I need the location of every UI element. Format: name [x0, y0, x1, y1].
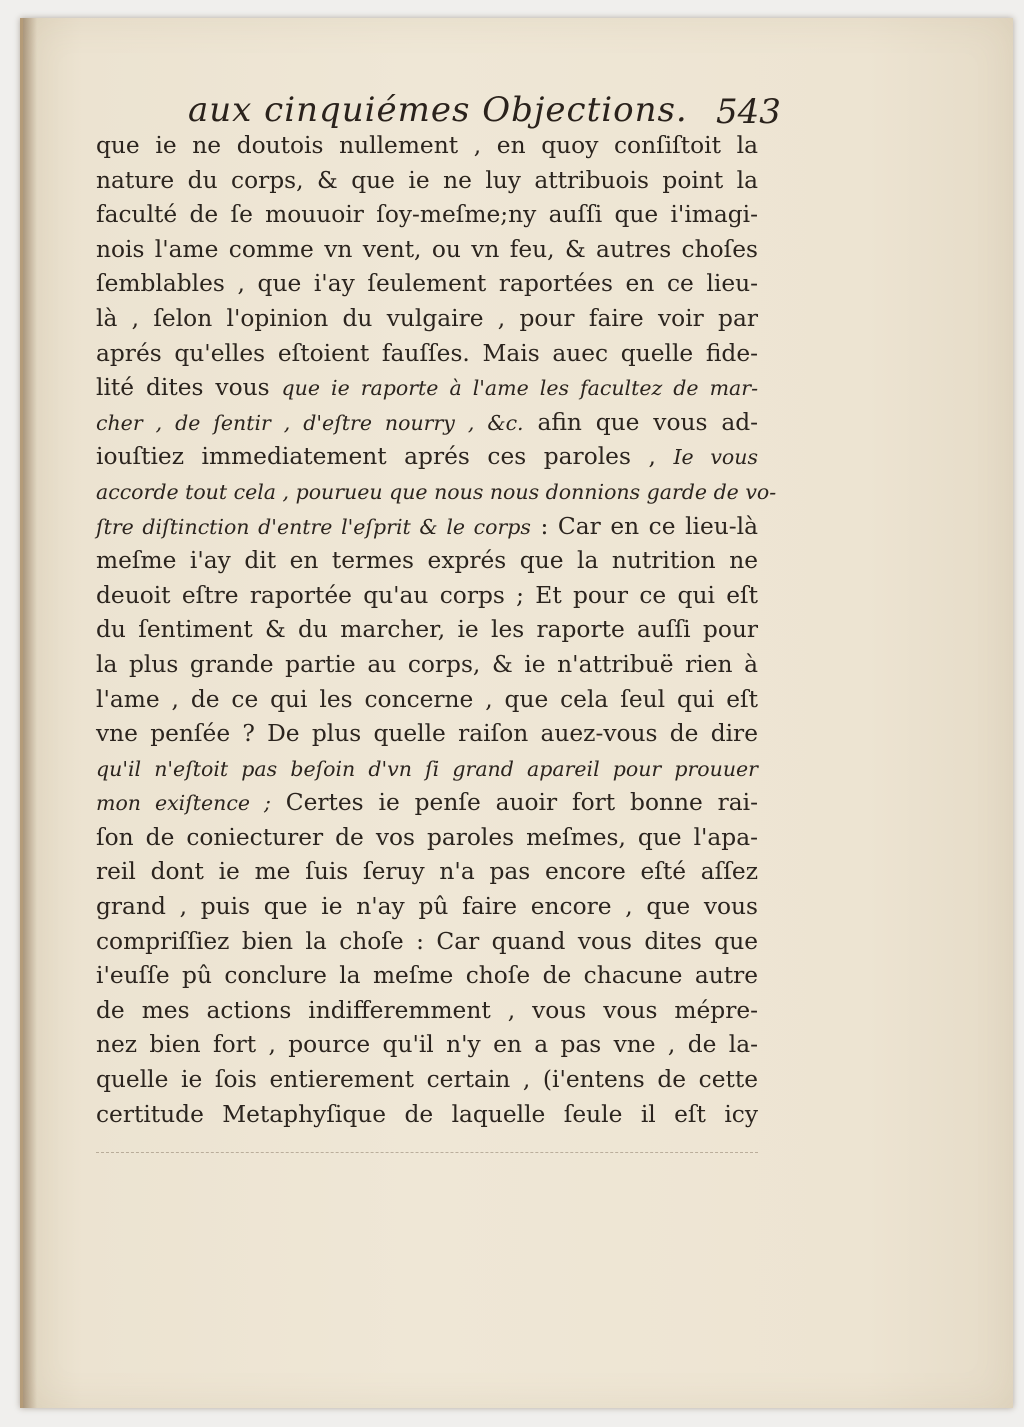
text-line	[96, 302, 758, 337]
text-segment: nez bien fort , pource qu'il n'y en a pas vne , de la-	[96, 1031, 758, 1059]
text-segment: : Car en ce lieu-là	[530, 512, 758, 540]
text-segment: nois l'ame comme vn vent, ou vn feu, & autres choſes	[96, 235, 758, 263]
text-segment: vne penſée ? De plus quelle raiſon auez-vous de dire	[96, 720, 758, 748]
page-fold-shadow	[23, 18, 37, 1408]
text-segment: quelle ie ſois entierement certain , (i'entens de cette	[96, 1066, 758, 1094]
text-line	[96, 717, 758, 752]
text-segment: faculté de ſe mouuoir ſoy-meſme;ny auſſi que i'imagi-	[96, 201, 758, 229]
italic-quote: que ie raporte à l'ame les facultez de mar-	[281, 376, 758, 401]
text-line	[96, 198, 758, 233]
text-segment: Certes ie penſe auoir fort bonne rai-	[270, 789, 759, 817]
text-line	[96, 510, 758, 545]
text-line	[96, 337, 758, 372]
text-line	[96, 440, 758, 475]
text-segment: aprés qu'elles eſtoient fauſſes. Mais auec quelle fide-	[96, 339, 758, 367]
text-segment: la plus grande partie au corps, & ie n'attribuë rien à	[96, 650, 758, 678]
text-segment: là , ſelon l'opinion du vulgaire , pour faire voir par	[96, 304, 758, 332]
text-segment: afin que vous ad-	[523, 408, 758, 436]
text-line	[96, 544, 758, 579]
page-number: 543	[716, 92, 781, 132]
running-title: aux cinquiémes Objections.	[188, 90, 688, 130]
text-line	[96, 925, 758, 960]
text-segment: que ie ne doutois nullement , en quoy conſiſtoit la	[96, 132, 758, 159]
text-line	[96, 1098, 758, 1133]
text-line	[96, 267, 758, 302]
text-line	[96, 1028, 758, 1063]
text-line	[96, 890, 758, 925]
text-line	[96, 1063, 758, 1098]
italic-quote: qu'il n'eſtoit pas beſoin d'vn ſi grand apareil pour prouuer	[96, 756, 758, 781]
text-segment: du ſentiment & du marcher, ie les raporte auſſi pour	[96, 616, 758, 644]
text-line	[96, 752, 758, 787]
text-segment: certitude Metaphyſique de laquelle ſeule il eſt icy	[96, 1100, 758, 1128]
bottom-rule	[96, 1152, 758, 1154]
text-line	[96, 613, 758, 648]
text-line	[96, 579, 758, 614]
text-line	[96, 786, 758, 821]
text-line	[96, 959, 758, 994]
text-line	[96, 994, 758, 1029]
text-line	[96, 683, 758, 718]
text-line	[96, 855, 758, 890]
body-text	[96, 129, 777, 1132]
text-segment: grand , puis que ie n'ay pû faire encore , que vous	[96, 893, 758, 921]
text-line	[96, 371, 758, 406]
text-segment: deuoit eſtre raportée qu'au corps ; Et pour ce qui eſt	[96, 581, 758, 609]
text-segment: meſme i'ay dit en termes exprés que la nutrition ne	[96, 547, 758, 575]
text-segment: i'euſſe pû conclure la meſme choſe de chacune autre	[96, 962, 758, 990]
text-segment: nature du corps, & que ie ne luy attribuois point la	[96, 166, 758, 194]
text-line	[96, 821, 758, 856]
italic-quote: mon exiſtence ;	[96, 791, 271, 816]
text-line	[96, 648, 758, 683]
text-segment: reil dont ie me ſuis ſeruy n'a pas encore eſté aſſez	[96, 858, 758, 886]
italic-quote: cher , de ſentir , d'eſtre nourry , &c.	[96, 410, 524, 435]
text-line	[96, 406, 758, 441]
text-line	[96, 164, 758, 199]
italic-quote: accorde tout cela , pourueu que nous nous donnions garde de vo-	[96, 479, 777, 504]
text-segment: compriſſiez bien la choſe : Car quand vous dites que	[96, 927, 758, 955]
text-segment: l'ame , de ce qui les concerne , que cela ſeul qui eſt	[96, 685, 758, 713]
text-segment: iouſtiez immediatement aprés ces paroles ,	[96, 443, 674, 471]
italic-quote: Ie vous	[673, 445, 758, 470]
italic-quote: ſtre diſtinction d'entre l'eſprit & le corps	[96, 514, 531, 539]
text-line	[96, 129, 758, 164]
text-segment: ſemblables , que i'ay ſeulement raportées en ce lieu-	[96, 270, 758, 298]
text-line	[96, 233, 758, 268]
text-line	[96, 475, 777, 510]
text-segment: de mes actions indifferemment , vous vous mépre-	[96, 996, 758, 1024]
text-segment: ſon de coniecturer de vos paroles meſmes, que l'apa-	[96, 823, 758, 851]
text-segment: lité dites vous	[96, 374, 282, 402]
